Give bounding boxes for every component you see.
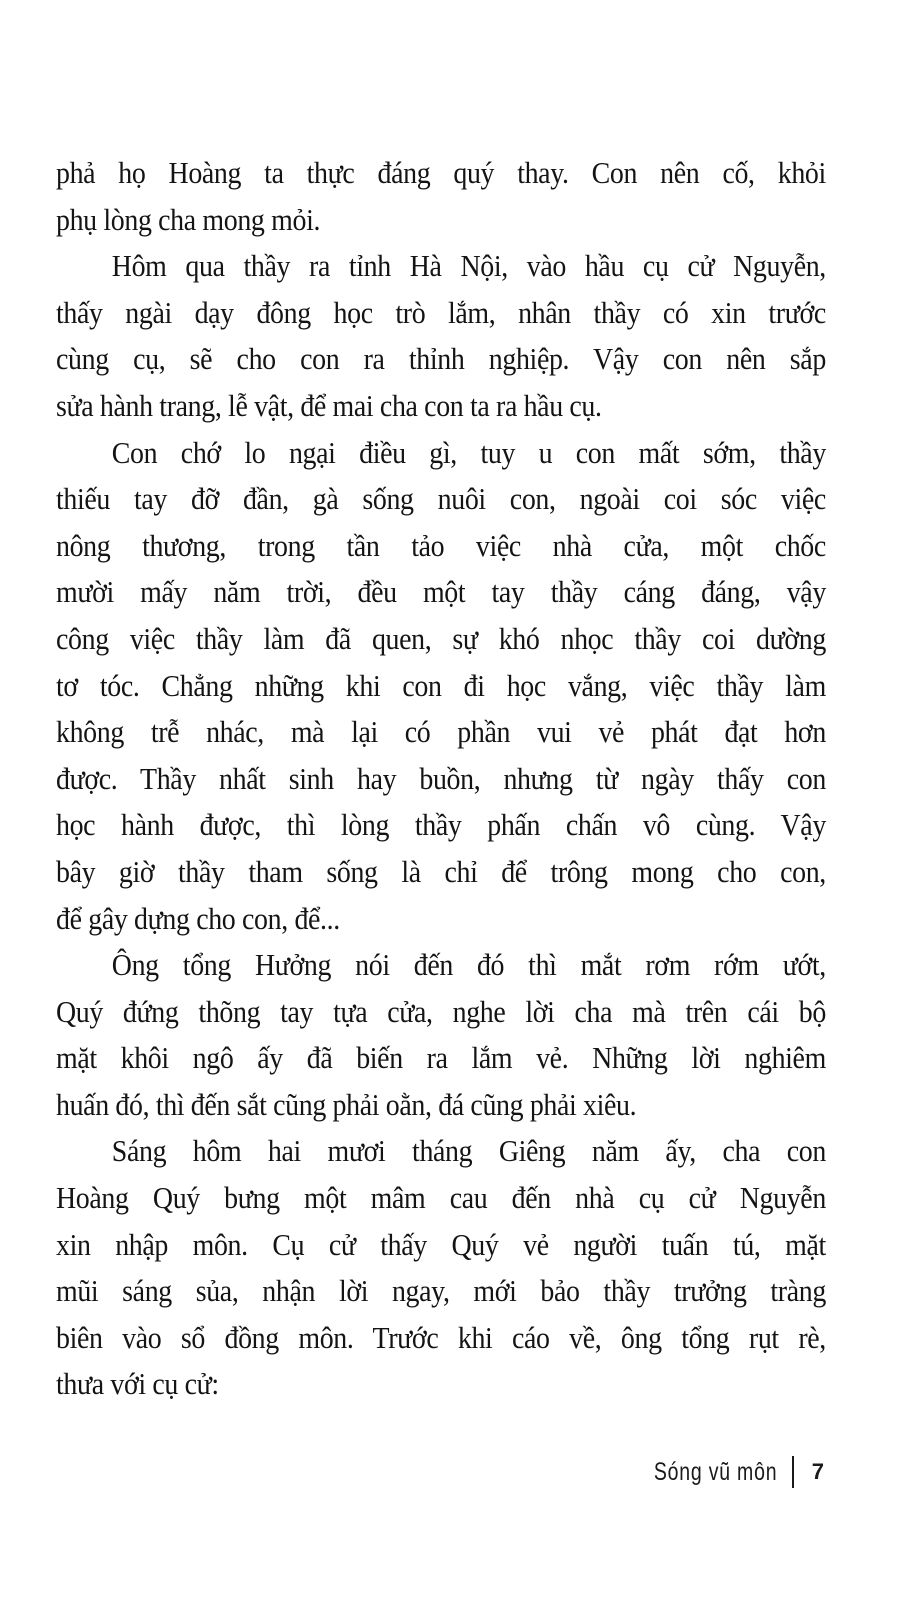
paragraph-start-line: Hôm qua thầy ra tỉnh Hà Nội, vào hầu cụ cử Nguyễn, — [111, 248, 826, 284]
text-line: để gây dựng cho con, để... — [56, 900, 340, 936]
page-number: 7 — [811, 1459, 824, 1484]
text-line: thiếu tay đỡ đần, gà sống nuôi con, ngoài coi sóc việc — [56, 481, 826, 517]
page-footer — [619, 1452, 824, 1492]
text-line: biên vào sổ đồng môn. Trước khi cáo về, ông tổng rụt rè, — [56, 1319, 826, 1355]
text-line: cùng cụ, sẽ cho con ra thỉnh nghiệp. Vậy con nên sắp — [56, 341, 826, 377]
text-line: bây giờ thầy tham sống là chỉ để trông mong cho con, — [56, 853, 826, 889]
text-line: Quý đứng thõng tay tựa cửa, nghe lời cha mà trên cái bộ — [56, 993, 826, 1029]
text-line: Hoàng Quý bưng một mâm cau đến nhà cụ cử Nguyễn — [56, 1180, 826, 1216]
paragraph-start-line: Ông tổng Hưởng nói đến đó thì mắt rơm rớm ướt, — [111, 947, 826, 983]
text-line: học hành được, thì lòng thầy phấn chấn vô cùng. Vậy — [56, 807, 826, 843]
running-footer-title: Sóng vũ môn — [654, 1457, 778, 1486]
text-line: mặt khôi ngô ấy đã biến ra lắm vẻ. Những lời nghiêm — [56, 1040, 826, 1076]
text-line: mười mấy năm trời, đều một tay thầy cáng đáng, vậy — [56, 574, 826, 610]
text-line: sửa hành trang, lễ vật, để mai cha con ta ra hầu cụ. — [56, 387, 602, 423]
text-line: nông thương, trong tần tảo việc nhà cửa, một chốc — [56, 527, 826, 563]
text-line: phụ lòng cha mong mỏi. — [56, 201, 321, 237]
text-line: thưa với cụ cử: — [56, 1366, 219, 1402]
text-line: tơ tóc. Chẳng những khi con đi học vắng, việc thầy làm — [56, 667, 826, 703]
text-line: xin nhập môn. Cụ cử thấy Quý vẻ người tuấn tú, mặt — [56, 1226, 826, 1262]
text-line: huấn đó, thì đến sắt cũng phải oằn, đá cũng phải xiêu. — [56, 1086, 637, 1122]
paragraph-start-line: Con chớ lo ngại điều gì, tuy u con mất sớm, thầy — [111, 434, 826, 470]
footer-divider — [792, 1456, 794, 1488]
page-body — [56, 150, 826, 1408]
text-line: phả họ Hoàng ta thực đáng quý thay. Con nên cố, khỏi — [56, 155, 826, 190]
text-line: công việc thầy làm đã quen, sự khó nhọc thầy coi dường — [56, 620, 826, 656]
text-line: thấy ngài dạy đông học trò lắm, nhân thầy có xin trước — [56, 294, 826, 330]
text-line: mũi sáng sủa, nhận lời ngay, mới bảo thầy trưởng tràng — [56, 1273, 826, 1309]
text-line: không trễ nhác, mà lại có phần vui vẻ phát đạt hơn — [56, 714, 826, 750]
paragraph-start-line: Sáng hôm hai mươi tháng Giêng năm ấy, cha con — [111, 1133, 826, 1169]
text-line: được. Thầy nhất sinh hay buồn, nhưng từ ngày thấy con — [56, 760, 826, 796]
